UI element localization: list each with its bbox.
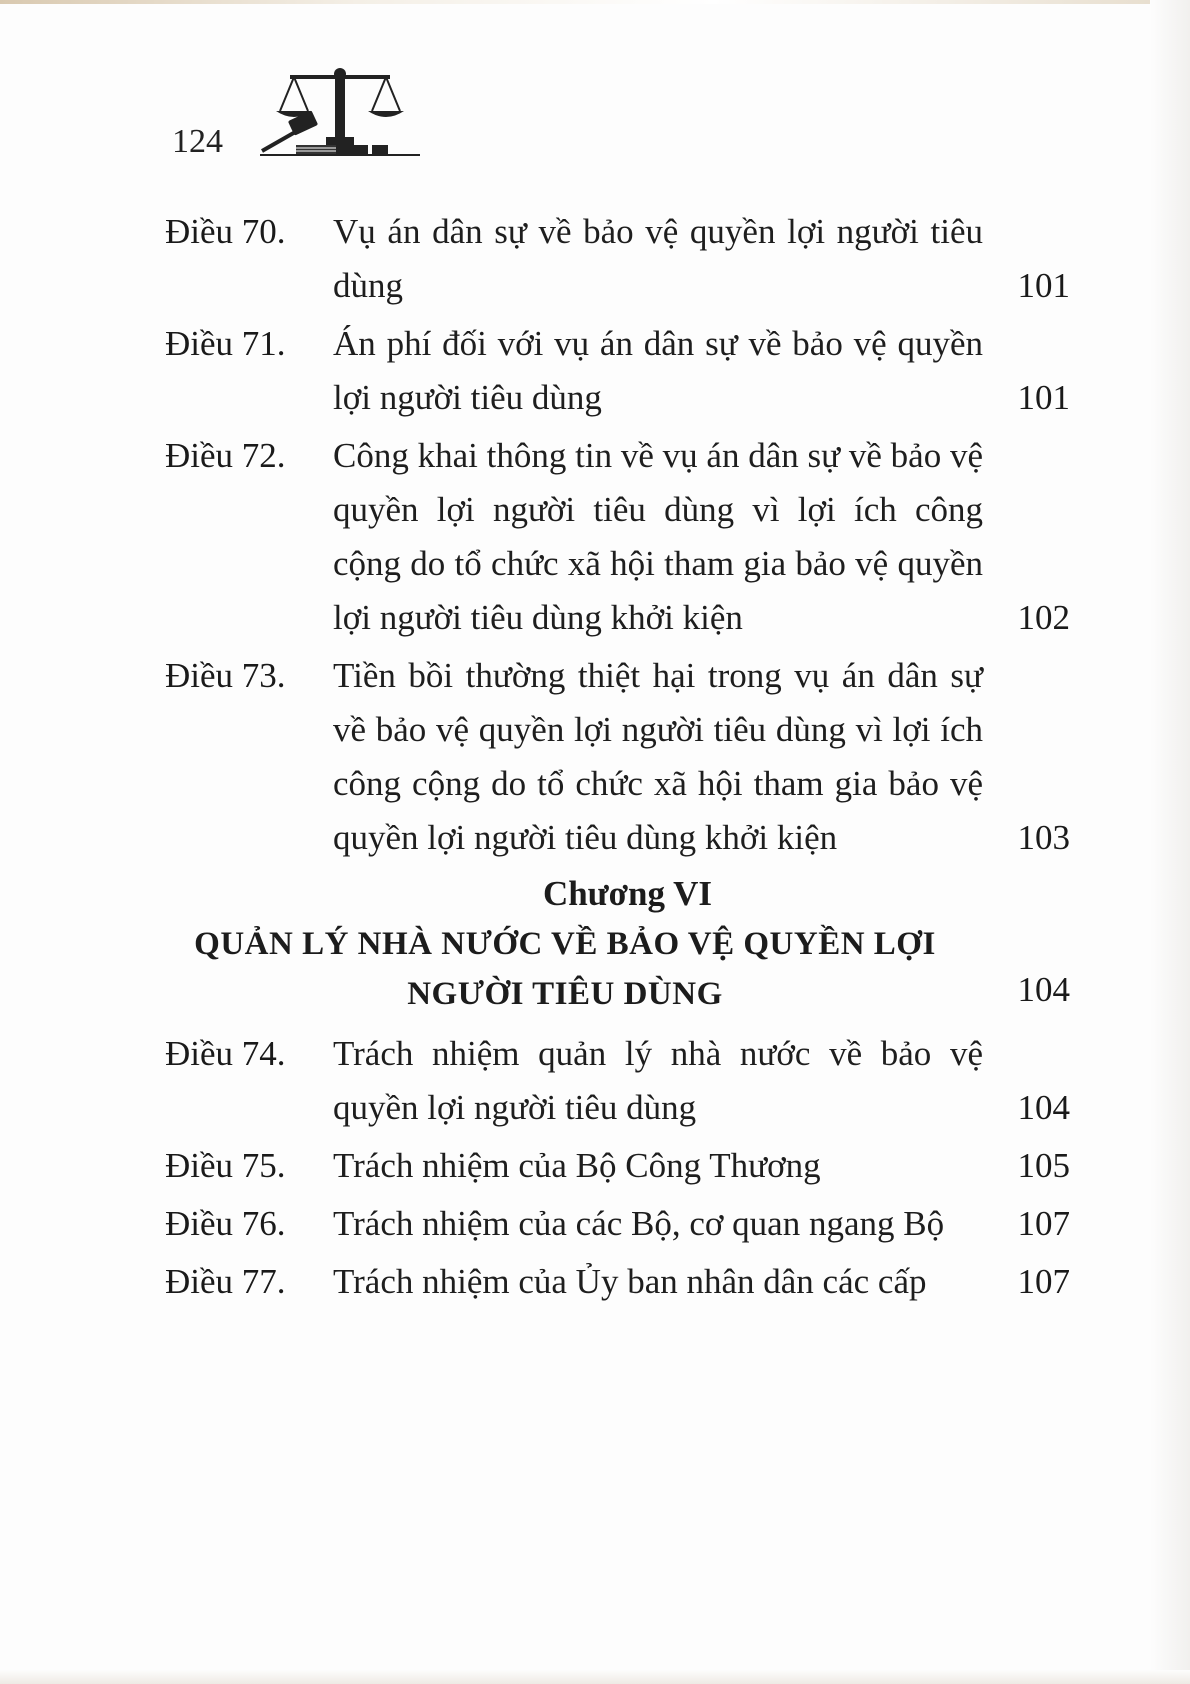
chapter-title: QUẢN LÝ NHÀ NƯỚC VỀ BẢO VỆ QUYỀN LỢI NGƯỜI TIÊU DÙNG — [194, 926, 936, 1012]
article-title: Trách nhiệm của các Bộ, cơ quan ngang Bộ — [333, 1204, 945, 1243]
page-reference: 107 — [1017, 1204, 1070, 1243]
page-reference: 101 — [1017, 378, 1070, 417]
article-title: Trách nhiệm quản lý nhà nước về bảo vệ quyền lợi người tiêu dùng — [333, 1034, 983, 1127]
article-label: Điều 70. — [165, 212, 286, 251]
article-title: Trách nhiệm của Ủy ban nhân dân các cấp — [333, 1262, 927, 1301]
page-edge-bottom — [0, 1670, 1190, 1684]
toc-entry-dieu-75[interactable] — [165, 1139, 1070, 1193]
article-label: Điều 73. — [165, 656, 286, 695]
page-header — [172, 65, 432, 165]
toc-entry-dieu-72[interactable] — [165, 429, 1070, 645]
article-title: Trách nhiệm của Bộ Công Thương — [333, 1146, 821, 1185]
article-title: Công khai thông tin về vụ án dân sự về bảo vệ quyền lợi người tiêu dùng vì lợi ích công cộng do tổ chức xã hội tham gia bảo vệ quyền lợi người tiêu dùng khởi kiện — [333, 436, 983, 637]
article-label: Điều 76. — [165, 1204, 286, 1243]
toc-chapter-vi[interactable] — [165, 869, 1070, 1019]
page-reference: 105 — [1017, 1146, 1070, 1185]
toc-entry-dieu-77[interactable] — [165, 1255, 1070, 1309]
article-title: Vụ án dân sự về bảo vệ quyền lợi người tiêu dùng — [333, 212, 983, 305]
article-label: Điều 71. — [165, 324, 286, 363]
article-label: Điều 75. — [165, 1146, 286, 1185]
toc-entry-dieu-74[interactable] — [165, 1027, 1070, 1135]
table-of-contents — [165, 205, 1070, 1313]
page-reference: 102 — [1017, 598, 1070, 637]
chapter-label: Chương VI — [542, 874, 713, 913]
toc-entry-dieu-76[interactable] — [165, 1197, 1070, 1251]
article-label: Điều 74. — [165, 1034, 286, 1073]
page-reference: 104 — [1017, 970, 1070, 1009]
scales-of-justice-gavel-icon — [260, 65, 420, 165]
article-title: Án phí đối với vụ án dân sự về bảo vệ quyền lợi người tiêu dùng — [333, 324, 983, 417]
page-edge-right — [1150, 0, 1190, 1684]
article-title: Tiền bồi thường thiệt hại trong vụ án dân sự về bảo vệ quyền lợi người tiêu dùng vì lợi ích công cộng do tổ chức xã hội tham gia bảo vệ quyền lợi người tiêu dùng khởi kiện — [333, 656, 983, 857]
page-reference: 101 — [1017, 266, 1070, 305]
article-label: Điều 77. — [165, 1262, 286, 1301]
article-label: Điều 72. — [165, 436, 286, 475]
page-reference: 103 — [1017, 818, 1070, 857]
page-number: 124 — [172, 123, 223, 160]
page-reference: 104 — [1017, 1088, 1070, 1127]
toc-entry-dieu-73[interactable] — [165, 649, 1070, 865]
page-reference: 107 — [1017, 1262, 1070, 1301]
toc-entry-dieu-71[interactable] — [165, 317, 1070, 425]
page-edge-top — [0, 0, 1190, 4]
toc-entry-dieu-70[interactable] — [165, 205, 1070, 313]
